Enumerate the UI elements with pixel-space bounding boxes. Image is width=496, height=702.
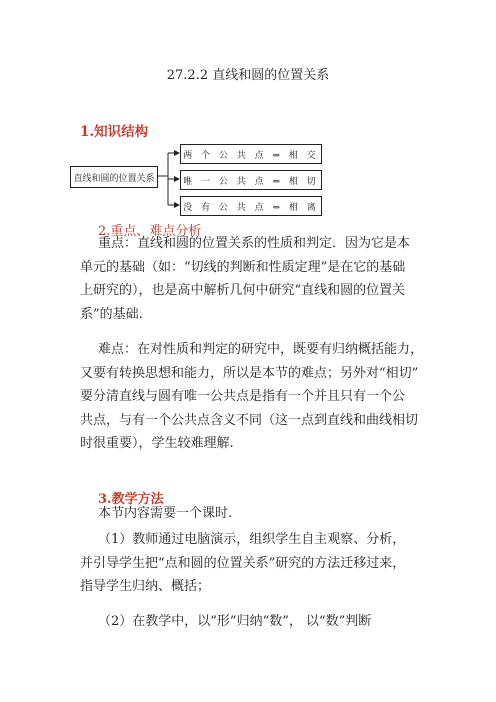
- text-line: 难点：在对性质和判定的研究中，既要有归纳概括能力，: [98, 342, 424, 357]
- text-line: 又要有转换思想和能力，所以是本节的难点；另外对“相切”: [80, 365, 419, 381]
- text-line: 本节内容需要一个课时.: [98, 506, 233, 521]
- text-line: 时很重要），学生较难理解.: [80, 436, 234, 451]
- text-line: 上研究的），也是高中解析几何中研究“直线和圆的位置关: [80, 283, 406, 298]
- page-title: 27.2.2 直线和圆的位置关系: [166, 68, 330, 83]
- paragraph-key-points: [80, 232, 422, 326]
- text-line: 指导学生归纳、概括；: [80, 579, 211, 594]
- section-heading-key-points: 2.重点、难点分析: [98, 224, 202, 239]
- text-line: （2）在教学中，以“形”归纳“数”， 以“数”判断: [98, 614, 372, 629]
- text-line: 并引导学生把“点和圆的位置关系”研究的方法迁移过来，: [80, 555, 406, 571]
- diagram-root-box: 直线和圆的位置关系: [70, 166, 158, 188]
- text-line: （1）教师通过电脑演示，组织学生自主观察、分析，: [98, 532, 406, 547]
- diagram-branch-separate: 没 有 公 共 点 ⇔ 相 离: [180, 196, 322, 216]
- section-heading-knowledge-structure: 1.知识结构: [80, 124, 149, 140]
- text-line: 重点：直线和圆的位置关系的性质和判定．因为它是本: [98, 236, 411, 251]
- diagram-branch-intersect: 两 个 公 共 点 ⇔ 相 交: [180, 144, 322, 164]
- paragraph-difficult-points: [80, 338, 422, 456]
- paragraph-method-1: [80, 528, 422, 599]
- knowledge-structure-diagram: [68, 140, 428, 220]
- paragraph-lesson-count: [80, 502, 422, 526]
- text-line: 要分清直线与圆有唯一公共点是指有一个并且只有一个公: [80, 389, 406, 404]
- section-heading-teaching-method: 3.教学方法: [98, 492, 164, 507]
- diagram-branch-tangent: 唯 一 公 共 点 ⇔ 相 切: [180, 170, 322, 190]
- paragraph-method-2: [80, 610, 422, 634]
- text-line: 单元的基础（如：“切线的判断和性质定理”是在它的基础: [80, 259, 406, 275]
- text-line: 系”的基础.: [80, 306, 143, 322]
- text-line: 共点，与有一个公共点含义不同（这一点到直线和曲线相切: [80, 412, 419, 428]
